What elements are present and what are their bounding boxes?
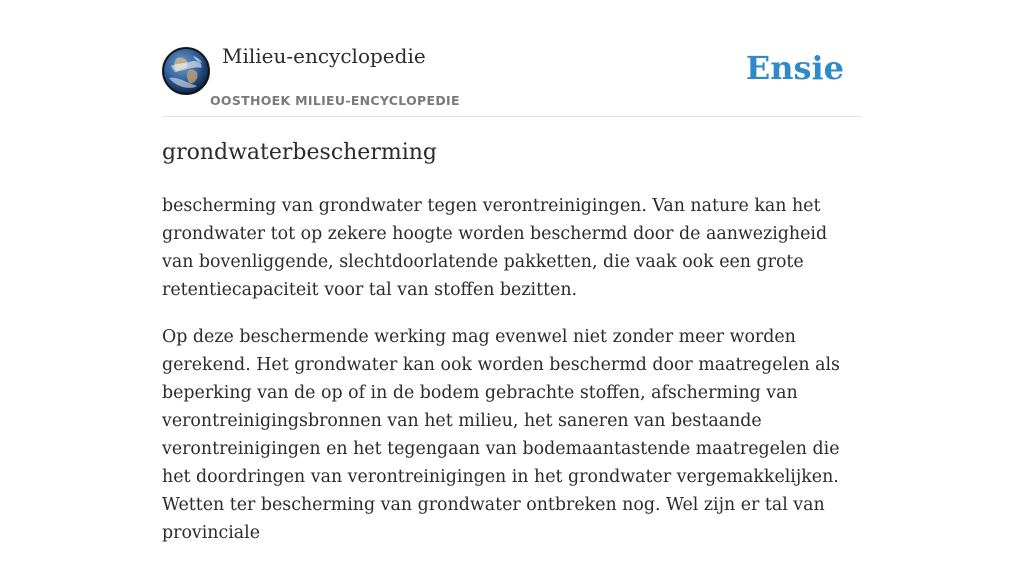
- definition-paragraph: Op deze beschermende werking mag evenwel niet zonder meer worden gerekend. Het grondwater kan ook worden beschermd door maatregelen als beperking van de op of in de bodem gebrachte stoffen, afscherming van verontreinigingsbronnen van het milieu, het saneren van bestaande verontreinigingen en het tegengaan van bodemaantastende maatregelen die het doordringen van verontreinigingen in het grondwater vergemakkelijken. Wetten ter bescherming van grondwater ontbreken nog. Wel zijn er tal van provinciale: [162, 327, 840, 543]
- definition-paragraph: bescherming van grondwater tegen verontreinigingen. Van nature kan het grondwater tot op zekere hoogte worden beschermd door de aanwezigheid van bovenliggende, slechtdoorlatende pakketten, die vaak ook een grote retentiecapaciteit voor tal van stoffen bezitten.: [162, 196, 828, 300]
- page-title: grondwaterbescherming: [162, 140, 437, 165]
- site-name-link[interactable]: Milieu-encyclopedie: [222, 44, 426, 68]
- page-container: [162, 0, 862, 543]
- site-header: [162, 0, 862, 117]
- earth-globe-icon[interactable]: [162, 47, 210, 95]
- definition-body: [162, 192, 862, 566]
- brand-logo[interactable]: Ensie: [745, 49, 844, 87]
- site-subtitle-link[interactable]: OOSTHOEK MILIEU-ENCYCLOPEDIE: [210, 93, 460, 108]
